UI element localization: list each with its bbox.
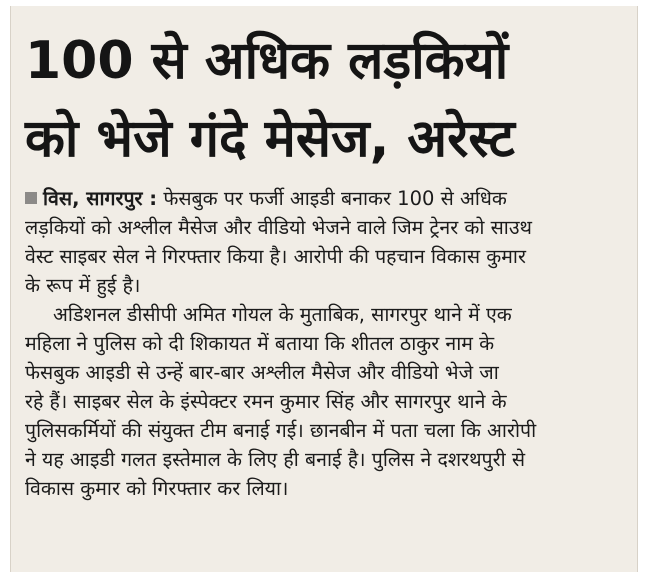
paragraph-line: लड़कियों को अश्लील मैसेज और वीडियो भेजने वाले जिम ट्रेनर को साउथ — [25, 216, 532, 239]
paragraph-line: महिला ने पुलिस को दी शिकायत में बताया कि शीतल ठाकुर नाम के — [25, 332, 495, 355]
paragraph-line: पुलिसकर्मियों की संयुक्त टीम बनाई गई। छानबीन में पता चला कि आरोपी — [25, 419, 537, 442]
bullet-square-icon — [25, 192, 37, 204]
paragraph-2 — [25, 300, 625, 503]
dateline: विस, सागरपुर : — [43, 187, 158, 210]
paragraph-line: के रूप में हुई है। — [25, 274, 141, 297]
paragraph-line: विकास कुमार को गिरफ्तार कर लिया। — [25, 477, 289, 500]
headline-line: को भेजे गंदे मेसेज, अरेस्ट — [25, 109, 515, 169]
paragraph-line: फेसबुक आइडी से उन्हें बार-बार अश्लील मैसेज और वीडियो भेजे जा — [25, 361, 499, 384]
article-body — [25, 184, 625, 503]
paragraph-text: फेसबुक पर फर्जी आइडी बनाकर 100 से अधिक — [163, 187, 507, 210]
paragraph-line: ने यह आइडी गलत इस्तेमाल के लिए ही बनाई है। पुलिस ने दशरथपुरी से — [25, 448, 526, 471]
paragraph-line — [25, 184, 625, 213]
paragraph-line: रहे हैं। साइबर सेल के इंस्पेक्टर रमन कुमार सिंह और सागरपुर थाने के — [25, 390, 507, 413]
newspaper-clipping — [10, 6, 638, 572]
headline-line: 100 से अधिक लड़कियों — [25, 31, 509, 91]
paragraph-line: वेस्ट साइबर सेल ने गिरफ्तार किया है। आरोपी की पहचान विकास कुमार — [25, 245, 526, 268]
paragraph-1 — [25, 184, 625, 300]
headline — [25, 22, 625, 178]
paragraph-line: अडिशनल डीसीपी अमित गोयल के मुताबिक, सागरपुर थाने में एक — [53, 303, 512, 326]
